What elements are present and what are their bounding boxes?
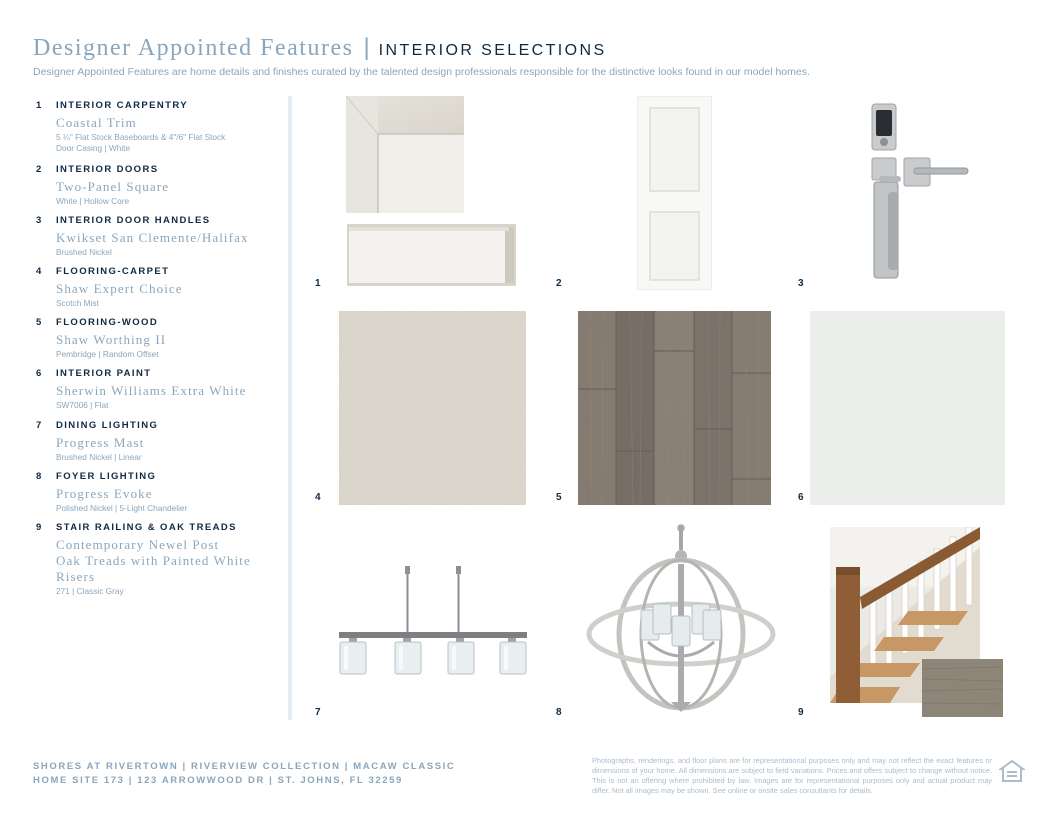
selection-category: FOYER LIGHTING xyxy=(56,471,157,482)
selection-number: 8 xyxy=(36,471,43,482)
selection-item xyxy=(36,522,281,597)
selection-detail: Brushed Nickel | Linear xyxy=(56,452,142,462)
selection-item xyxy=(36,420,281,463)
selection-category: INTERIOR PAINT xyxy=(56,368,152,379)
stair-railing-photo xyxy=(830,527,1003,717)
grid-label: 2 xyxy=(556,278,562,289)
selection-number: 6 xyxy=(36,368,43,379)
selection-item xyxy=(36,100,281,154)
selection-number: 5 xyxy=(36,317,43,328)
linear-pendant-light-image xyxy=(336,562,530,680)
grid-label: 3 xyxy=(798,278,804,289)
selection-detail: Polished Nickel | 5-Light Chandelier xyxy=(56,503,188,513)
selection-category: INTERIOR CARPENTRY xyxy=(56,100,188,111)
grid-label: 1 xyxy=(315,278,321,289)
footer-line-1: SHORES AT RIVERTOWN | RIVERVIEW COLLECTION | MACAW CLASSIC xyxy=(33,761,456,772)
selection-category: FLOORING-CARPET xyxy=(56,266,170,277)
selection-number: 9 xyxy=(36,522,43,533)
vertical-divider xyxy=(288,96,292,720)
wood-flooring-swatch-image xyxy=(578,311,771,505)
footer-disclaimer: Photographs, renderings, and floor plans are for representational purposes only and may not reflect the exact features or dimensions of your home. All dimensions are subject to field variations. Prices and offers subject to change without notice. This is not an offering where prohibited by law. Images are for representational purposes only and actual product may differ. Not all images may be shown. See online or onsite sales consultants for details. xyxy=(592,756,992,795)
selection-item xyxy=(36,317,281,360)
baseboard-sample-image xyxy=(347,224,516,286)
grid-label: 5 xyxy=(556,492,562,503)
selection-item xyxy=(36,266,281,309)
title-separator: | xyxy=(363,34,370,61)
selection-number: 1 xyxy=(36,100,43,111)
selection-detail: Brushed Nickel xyxy=(56,247,112,257)
selection-name: Sherwin Williams Extra White xyxy=(56,383,247,398)
equal-housing-opportunity-icon xyxy=(999,759,1025,785)
footer-community-info xyxy=(33,760,455,788)
grid-label: 9 xyxy=(798,707,804,718)
selection-name: Kwikset San Clemente/Halifax xyxy=(56,230,249,245)
selection-detail: 271 | Classic Gray xyxy=(56,586,124,596)
selection-name: Progress Mast xyxy=(56,435,145,450)
grid-label: 4 xyxy=(315,492,321,503)
trim-sample-image xyxy=(346,96,464,213)
selection-item xyxy=(36,471,281,514)
selection-category: STAIR RAILING & OAK TREADS xyxy=(56,522,237,533)
selection-category: INTERIOR DOOR HANDLES xyxy=(56,215,211,226)
selection-name: Coastal Trim xyxy=(56,115,137,130)
selection-number: 3 xyxy=(36,215,43,226)
selection-name: Progress Evoke xyxy=(56,486,153,501)
door-handle-set-image xyxy=(862,102,972,282)
selection-name-line: Risers xyxy=(56,569,96,584)
selection-detail: White | Hollow Core xyxy=(56,196,130,206)
selection-name: Two-Panel Square xyxy=(56,179,170,194)
selection-item xyxy=(36,368,281,411)
selection-item xyxy=(36,164,281,207)
intro-text: Designer Appointed Features are home details and finishes curated by the talented design professionals responsible for the distinctive looks found in our model homes. xyxy=(33,66,810,78)
page-title: Designer Appointed Features xyxy=(33,35,354,61)
selection-name-line: Contemporary Newel Post xyxy=(56,537,220,552)
selection-name: Shaw Expert Choice xyxy=(56,281,183,296)
selection-number: 2 xyxy=(36,164,43,175)
selection-name: Shaw Worthing II xyxy=(56,332,167,347)
footer-line-2: HOME SITE 173 | 123 ARROWWOOD DR | ST. JOHNS, FL 32259 xyxy=(33,775,403,786)
selection-category: DINING LIGHTING xyxy=(56,420,159,431)
grid-label: 7 xyxy=(315,707,321,718)
paint-swatch-image xyxy=(810,311,1005,505)
selection-category: FLOORING-WOOD xyxy=(56,317,159,328)
selection-detail: SW7006 | Flat xyxy=(56,400,109,410)
title-row xyxy=(33,34,1023,62)
selection-detail: Pembridge | Random Offset xyxy=(56,349,159,359)
orb-chandelier-image xyxy=(586,524,776,717)
selection-number: 4 xyxy=(36,266,43,277)
grid-label: 6 xyxy=(798,492,804,503)
grid-label: 8 xyxy=(556,707,562,718)
page-subtitle: INTERIOR SELECTIONS xyxy=(378,42,607,59)
selection-detail: Scotch Mist xyxy=(56,298,99,308)
selection-name-line: Oak Treads with Painted White xyxy=(56,553,251,568)
page-header xyxy=(33,34,1023,78)
selection-item xyxy=(36,215,281,258)
selection-number: 7 xyxy=(36,420,43,431)
carpet-swatch-image xyxy=(339,311,526,505)
selection-detail: Door Casing | White xyxy=(56,143,131,153)
selection-category: INTERIOR DOORS xyxy=(56,164,159,175)
selection-detail: 5 ¼" Flat Stock Baseboards & 4"/6" Flat Stock xyxy=(56,132,226,142)
two-panel-door-image xyxy=(637,96,712,290)
